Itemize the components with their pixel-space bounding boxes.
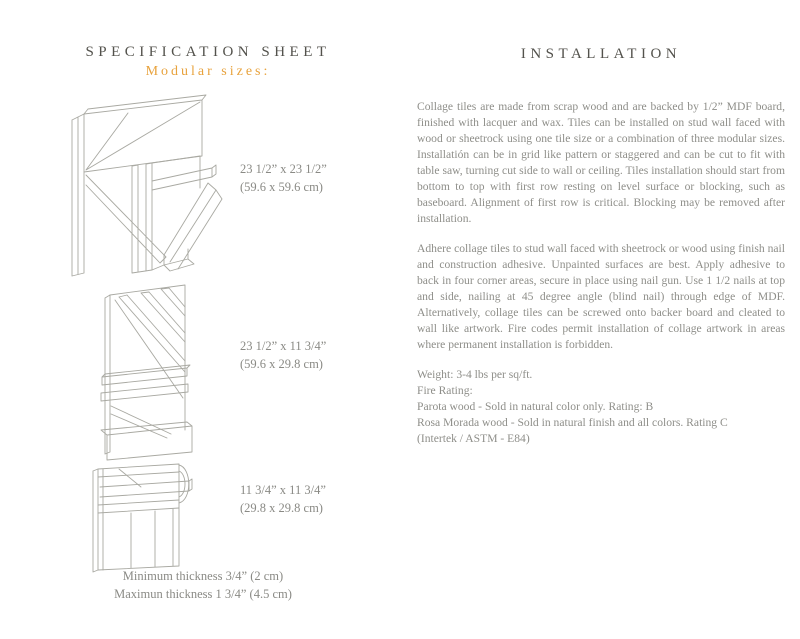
installation-paragraph-1: Collage tiles are made from scrap wood and are backed by 1/2” MDF board, finished with lacquer and wax. Tiles can be installed on stud wall faced with wood or sheetrock using one tile size or a combination of three modular sizes. Installatión can be in grid like pattern or staggered and can be cut to fit with table saw, turning cut side to wall or ceiling. Tiles installation should start from bottom to top with first row resting on level surface or blocking, such as baseboard. Alignment of first row is critical. Blocking may be removed after installation. — [417, 100, 785, 225]
thickness-note — [62, 567, 344, 603]
installation-text-column — [417, 99, 785, 447]
tile-size-cm: (59.6 x 29.8 cm) — [240, 357, 323, 371]
tile-size-label-2 — [240, 337, 326, 373]
tile-size-cm: (29.8 x 29.8 cm) — [240, 501, 323, 515]
tile-drawing-large-square — [60, 93, 232, 277]
installation-title: INSTALLATION — [520, 46, 682, 62]
tile-small-line-art-image — [87, 456, 203, 578]
tile-size-inches: 11 3/4” x 11 3/4” — [240, 483, 326, 497]
fire-rating-label: Fire Rating: — [417, 384, 473, 397]
rosa-morada-rating-line: Rosa Morada wood - Sold in natural finish and all colors. Rating C — [417, 416, 728, 429]
installation-paragraph-2: Adhere collage tiles to stud wall faced with sheetrock or wood using finish nail and construction adhesive. Unpainted surfaces are best. Apply adhesive to back in four corner areas, secure in place using nail gun. Use 1 1/2 nails at top and side, nailing at 45 degree angle (blind nail) through edge of MDF. Alternatively, collage tiles can be screwed onto backer board and cleated to wall like artwork. Fire codes permit installation of collage artwork in areas where permanent installation is forbidden. — [417, 242, 785, 351]
max-thickness-line: Maximun thickness 1 3/4” (4.5 cm) — [114, 587, 292, 601]
tile-drawing-vertical-rectangle — [97, 282, 203, 462]
tile-size-label-1 — [240, 160, 327, 196]
page-title: SPECIFICATION SHEET — [85, 44, 331, 60]
min-thickness-line: Minimum thickness 3/4” (2 cm) — [122, 569, 284, 583]
intertek-astm-line: (Intertek / ASTM - E84) — [417, 432, 530, 445]
tile-large-line-art-image — [60, 93, 232, 277]
modular-sizes-subtitle: Modular sizes: — [145, 64, 271, 79]
left-header — [58, 44, 358, 80]
right-header — [417, 46, 785, 63]
tile-medium-line-art-image — [97, 282, 203, 462]
tile-drawing-small-square — [87, 456, 203, 578]
tile-size-label-3 — [240, 481, 326, 517]
tile-size-inches: 23 1/2” x 23 1/2” — [240, 162, 327, 176]
tile-size-cm: (59.6 x 59.6 cm) — [240, 180, 323, 194]
weight-line: Weight: 3-4 lbs per sq/ft. — [417, 368, 533, 381]
tile-size-inches: 23 1/2” x 11 3/4” — [240, 339, 327, 353]
specs-block — [417, 367, 785, 447]
parota-rating-line: Parota wood - Sold in natural color only. Rating: B — [417, 400, 654, 413]
